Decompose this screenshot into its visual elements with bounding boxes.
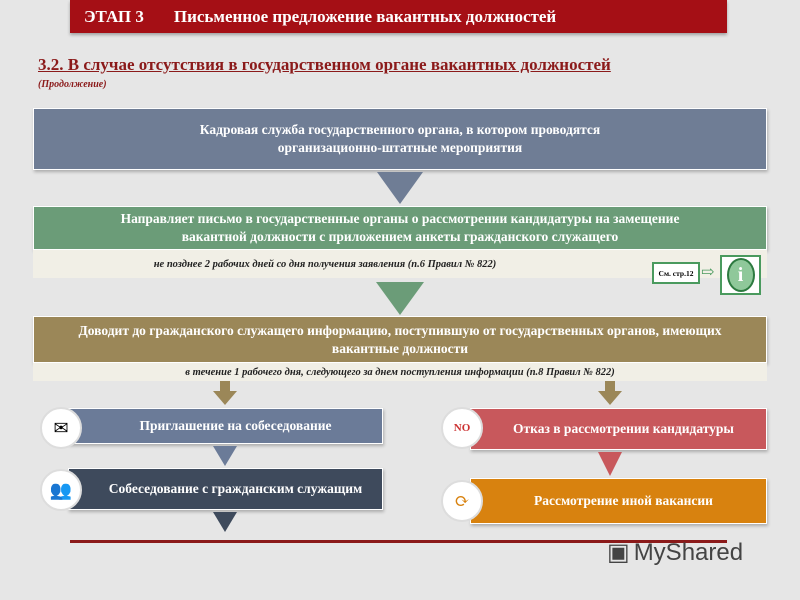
slide-title: Письменное предложение вакантных должностей <box>173 6 557 26</box>
send-letter-box: Направляет письмо в государственные органы о рассмотрении кандидатуры на замещение вакантной должности с приложением анкеты гражданского служащего <box>33 206 767 250</box>
page-reference[interactable]: См. стр.12 <box>652 262 700 284</box>
info-icon: i <box>727 258 755 292</box>
watermark <box>607 538 743 567</box>
refresh-icon: ⟳ <box>441 480 483 522</box>
meeting-icon: 👥 <box>40 469 82 511</box>
continuation-note: (Продолжение) <box>38 79 107 90</box>
inform-employee-box: Доводит до гражданского служащего информацию, поступившую от государственных органов, имеющих вакантные должности <box>33 316 767 363</box>
slide-header <box>70 0 727 33</box>
arrow-down-icon <box>376 282 424 315</box>
interview-invite-box: Приглашение на собеседование <box>68 408 383 444</box>
presentation-icon: ▣ <box>607 539 630 566</box>
arrow-down-icon <box>598 452 622 476</box>
arrow-stem <box>605 381 615 391</box>
stage-label: ЭТАП 3 <box>84 6 144 26</box>
interview-box: Собеседование с гражданским служащим <box>68 468 383 510</box>
no-icon: NO <box>441 407 483 449</box>
hr-service-box: Кадровая служба государственного органа, в котором проводятся организационно-штатные мероприятия <box>33 108 767 170</box>
arrow-right-icon: ⇨ <box>701 264 715 281</box>
rejection-box: Отказ в рассмотрении кандидатуры <box>470 408 767 450</box>
watermark-text: MyShared <box>633 538 744 566</box>
deadline-note: в течение 1 рабочего дня, следующего за днем поступления информации (п.8 Правил № 822) <box>33 363 767 381</box>
section-subtitle: 3.2. В случае отсутствия в государственном органе вакантных должностей <box>38 55 611 74</box>
arrow-stem <box>220 381 230 391</box>
arrow-down-icon <box>598 391 622 405</box>
envelope-icon: ✉ <box>40 407 82 449</box>
arrow-down-icon <box>213 391 237 405</box>
arrow-down-icon <box>213 512 237 532</box>
deadline-note: не позднее 2 рабочих дней со дня получения заявления (п.6 Правил № 822) <box>33 250 767 278</box>
other-vacancy-box: Рассмотрение иной вакансии <box>470 478 767 524</box>
info-button[interactable] <box>720 255 761 295</box>
arrow-down-icon <box>377 172 423 204</box>
arrow-down-icon <box>213 446 237 466</box>
